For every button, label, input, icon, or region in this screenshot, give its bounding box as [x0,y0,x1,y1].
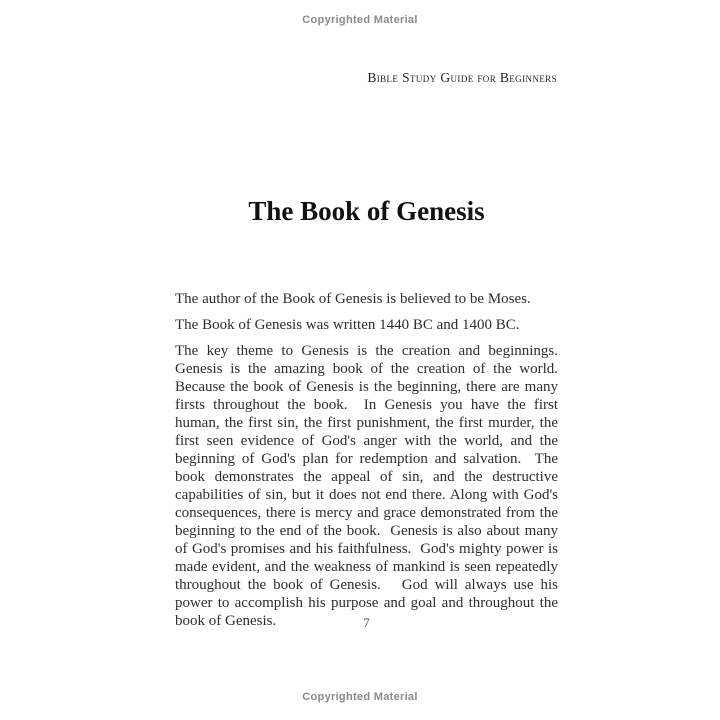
paragraph-author: The author of the Book of Genesis is believed to be Moses. [175,291,531,307]
running-header: Bible Study Guide for Beginners [367,70,557,85]
paragraph-written-date: The Book of Genesis was written 1440 BC and 1400 BC. [175,317,520,333]
copyright-watermark-bottom: Copyrighted Material [302,691,418,703]
copyright-watermark-top: Copyrighted Material [302,14,418,26]
chapter-title: The Book of Genesis [248,196,485,226]
body-text [175,290,566,638]
page-number: 7 [363,615,370,630]
paragraph-key-theme: The key theme to Genesis is the creation and beginnings. Genesis is the amazing book of the creation of the world. Because the book of Genesis is the beginning, there are many firsts throughout the book. In Genesis you have the first human, the first sin, the first punishment, the first murder, the first seen evidence of God's anger with the world, and the beginning of God's plan for redemption and salvation. The book demonstrates the appeal of sin, and the destructive capabilities of sin, but it does not end there. Along with God's consequences, there is mercy and grace demonstrated from the beginning to the end of the book. Genesis is also about many of God's promises and his faithfulness. God's mighty power is made evident, and the weakness of mankind is seen repeatedly throughout the book of Genesis. God will always use his power to accomplish his purpose and goal and throughout the book of Genesis. [175,343,566,629]
